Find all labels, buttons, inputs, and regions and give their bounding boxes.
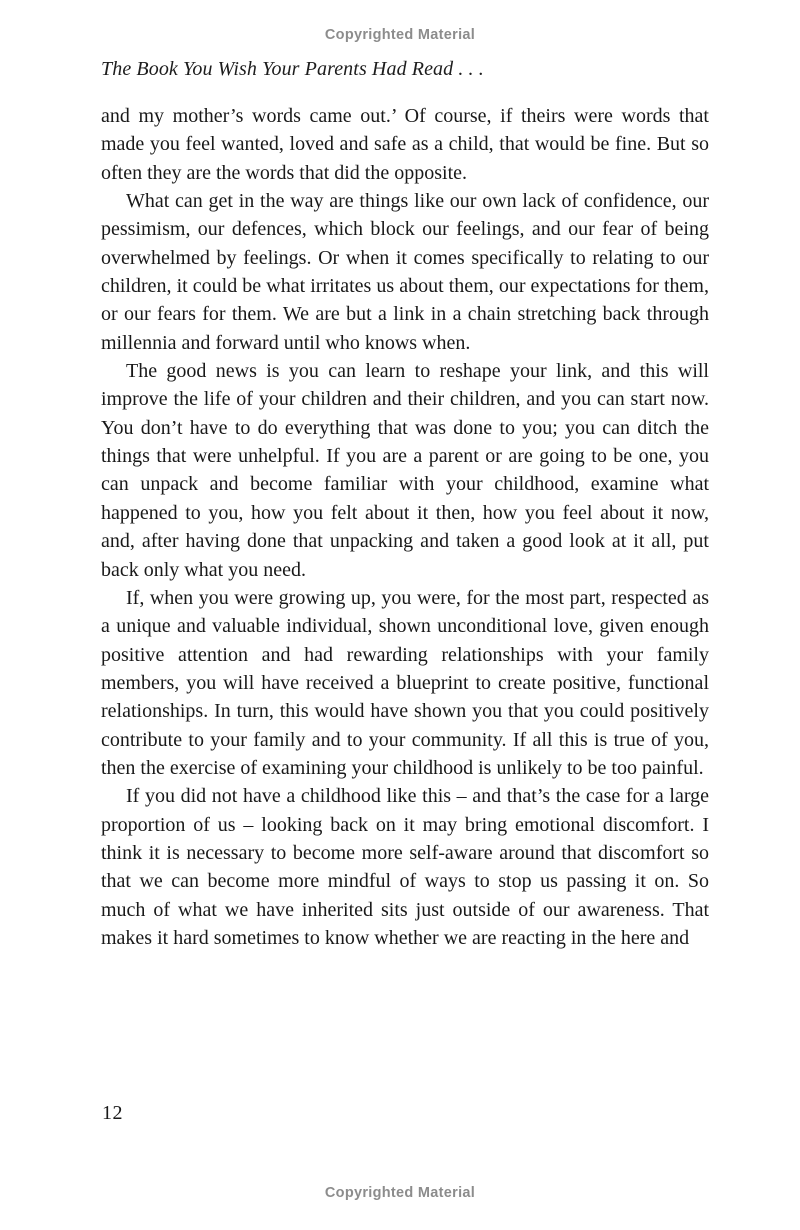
body-paragraph: What can get in the way are things like our own lack of confidence, our pessimism, our defences, which block our feelings, and our fear of being overwhelmed by feelings. Or when it comes specifically to relating to our children, it could be what irritates us about them, our expectations for them, or our fears for them. We are but a link in a chain stretching back through millennia and forward until who knows when. bbox=[101, 190, 709, 354]
body-paragraph: The good news is you can learn to reshape your link, and this will improve the life of your children and their children, and you can start now. You don’t have to do everything that was done to you; you can ditch the things that were unhelpful. If you are a parent or are going to be one, you can unpack and become familiar with your childhood, examine what happened to you, how you felt about it then, how you feel about it now, and, after having done that unpacking and taken a good look at it all, put back only what you need. bbox=[101, 360, 709, 581]
copyright-notice-top: Copyrighted Material bbox=[324, 27, 476, 43]
body-paragraph: and my mother’s words came out.’ Of course, if theirs were words that made you feel wanted, loved and safe as a child, that would be fine. But so often they are the words that did the opposite. bbox=[101, 105, 709, 184]
body-text-block bbox=[101, 102, 709, 952]
page-number: 12 bbox=[102, 1102, 123, 1124]
running-header: The Book You Wish Your Parents Had Read . . . bbox=[101, 58, 484, 80]
copyright-notice-bottom: Copyrighted Material bbox=[324, 1185, 476, 1201]
body-paragraph: If you did not have a childhood like this – and that’s the case for a large proportion of us – looking back on it may bring emotional discomfort. I think it is necessary to become more self-aware around that discomfort so that we can become more mindful of ways to stop us passing it on. So much of what we have inherited sits just outside of our awareness. That makes it hard sometimes to know whether we are reacting in the here and bbox=[101, 785, 709, 949]
body-paragraph: If, when you were growing up, you were, for the most part, respected as a unique and valuable individual, shown unconditional love, given enough positive attention and had rewarding relationships with your family members, you will have received a blueprint to create positive, functional relationships. In turn, this would have shown you that you could positively contribute to your family and to your community. If all this is true of you, then the exercise of examining your childhood is unlikely to be too painful. bbox=[101, 586, 709, 779]
